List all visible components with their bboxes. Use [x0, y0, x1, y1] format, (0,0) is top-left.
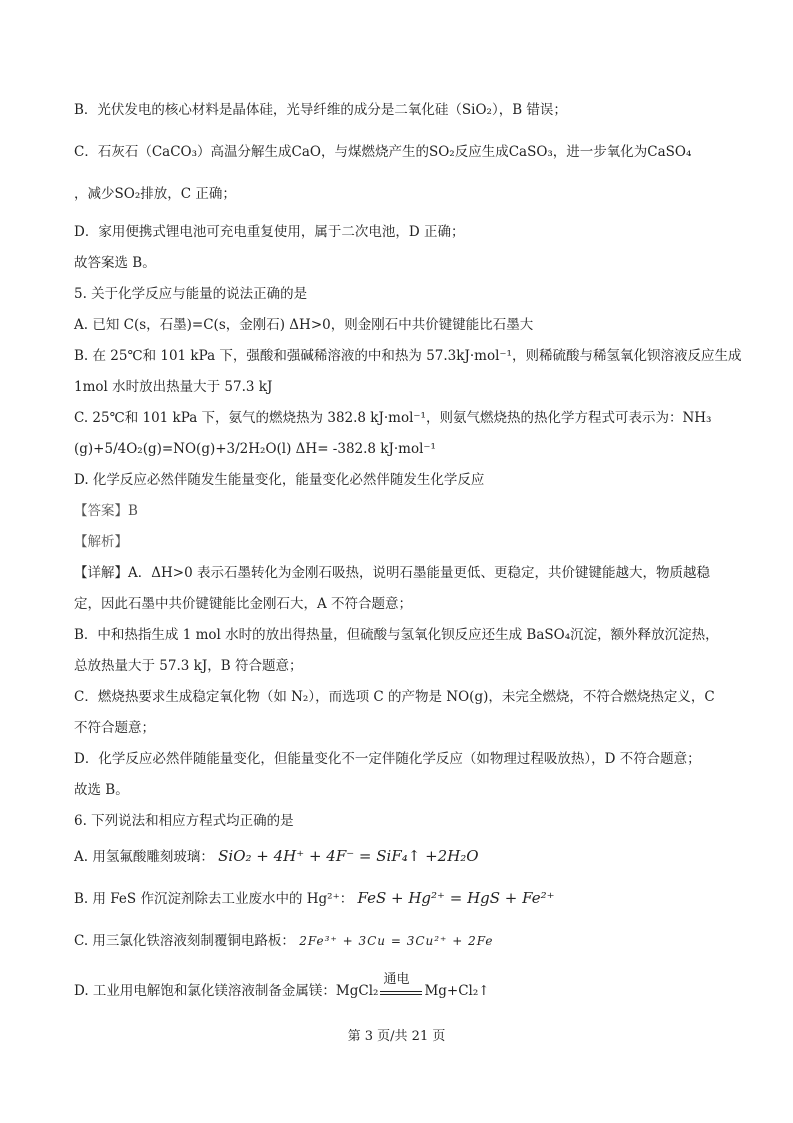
question-5-option-a: A. 已知 C(s，石墨)=C(s，金刚石) ΔH>0，则金刚石中共价键键能比石墨大: [74, 317, 534, 333]
question-6-option-d-text: D. 工业用电解饱和氯化镁溶液制备金属镁：MgCl₂: [74, 983, 379, 999]
question-5-option-b-line1: B. 在 25℃和 101 kPa 下，强酸和强碱稀溶液的中和热为 57.3kJ·mol⁻¹，则稀硫酸与稀氢氧化钡溶液反应生成: [74, 348, 742, 364]
electrolysis-condition: 通电: [383, 971, 410, 987]
question-6-option-a: [74, 846, 733, 867]
detail-line3: B．中和热指生成 1 mol 水时的放出得热量，但硫酸与氢氧化钡反应还生成 BaSO₄沉淀，额外释放沉淀热，: [74, 627, 719, 643]
question-6-option-a-text: A. 用氢氟酸雕刻玻璃：: [74, 849, 214, 865]
option-c-previous-line1: C．石灰石（CaCO₃）高温分解生成CaO，与煤燃烧产生的SO₂反应生成CaSO₃，进一步氧化为CaSO₄: [74, 144, 692, 160]
question-5-stem: 5. 关于化学反应与能量的说法正确的是: [74, 286, 308, 302]
analysis-label: 【解析】: [74, 534, 128, 550]
question-6-option-d-products: Mg+Cl₂↑: [424, 983, 490, 999]
detail-line2: 定，因此石墨中共价键键能比金刚石大，A 不符合题意；: [74, 596, 413, 612]
question-6-option-b-equation: FeS + Hg²⁺ = HgS + Fe²⁺: [357, 889, 555, 907]
question-6-option-b-text: B. 用 FeS 作沉淀剂除去工业废水中的 Hg²⁺：: [74, 891, 354, 907]
question-6-option-a-equation: SiO₂ + 4H⁺ + 4F⁻ = SiF₄↑ +2H₂O: [218, 847, 479, 865]
detail-line5: C．燃烧热要求生成稳定氧化物（如 N₂），而选项 C 的产物是 NO(g)，未完全燃烧，不符合燃烧热定义，C: [74, 689, 715, 705]
detail-line8: 故选 B。: [74, 782, 129, 798]
question-6-option-c-equation: 2Fe³⁺ + 3Cu = 3Cu²⁺ + 2Fe: [299, 934, 494, 948]
question-5-option-b-line2: 1mol 水时放出热量大于 57.3 kJ: [74, 379, 273, 395]
question-6-option-b: [74, 888, 733, 909]
question-5-option-d: D. 化学反应必然伴随发生能量变化，能量变化必然伴随发生化学反应: [74, 472, 485, 488]
question-5-option-c-line1: C. 25℃和 101 kPa 下，氨气的燃烧热为 382.8 kJ·mol⁻¹，则氨气燃烧热的热化学方程式可表示为：NH₃: [74, 410, 712, 426]
option-c-previous-line2: ，减少SO₂排放，C 正确；: [74, 186, 236, 202]
electrolysis-arrow: [380, 971, 422, 1002]
question-5-option-c-line2: (g)+5/4O₂(g)=NO(g)+3/2H₂O(l) ΔH= -382.8 kJ·mol⁻¹: [74, 441, 436, 457]
previous-answer: 故答案选 B。: [74, 255, 156, 271]
detail-line1: 【详解】A．ΔH>0 表示石墨转化为金刚石吸热，说明石墨能量更低、更稳定，共价键键能越大，物质越稳: [74, 565, 710, 581]
detail-line4: 总放热量大于 57.3 kJ，B 符合题意；: [74, 658, 303, 674]
question-6-option-d: [74, 971, 733, 1002]
question-6-option-c-text: C. 用三氯化铁溶液刻制覆铜电路板：: [74, 933, 295, 949]
question-6-option-c: [74, 931, 733, 951]
detail-line7: D．化学反应必然伴随能量变化，但能量变化不一定伴随化学反应（如物理过程吸放热），D 不符合题意；: [74, 751, 701, 767]
question-6-stem: 6. 下列说法和相应方程式均正确的是: [74, 813, 294, 829]
option-d-previous: D．家用便携式锂电池可充电重复使用，属于二次电池，D 正确；: [74, 224, 465, 240]
page-footer: 第 3 页/共 21 页: [347, 1029, 446, 1044]
answer-label: 【答案】B: [74, 503, 138, 519]
option-b-previous: B．光伏发电的核心材料是晶体硅，光导纤维的成分是二氧化硅（SiO₂），B 错误；: [74, 102, 567, 118]
detail-line6: 不符合题意；: [74, 720, 155, 736]
